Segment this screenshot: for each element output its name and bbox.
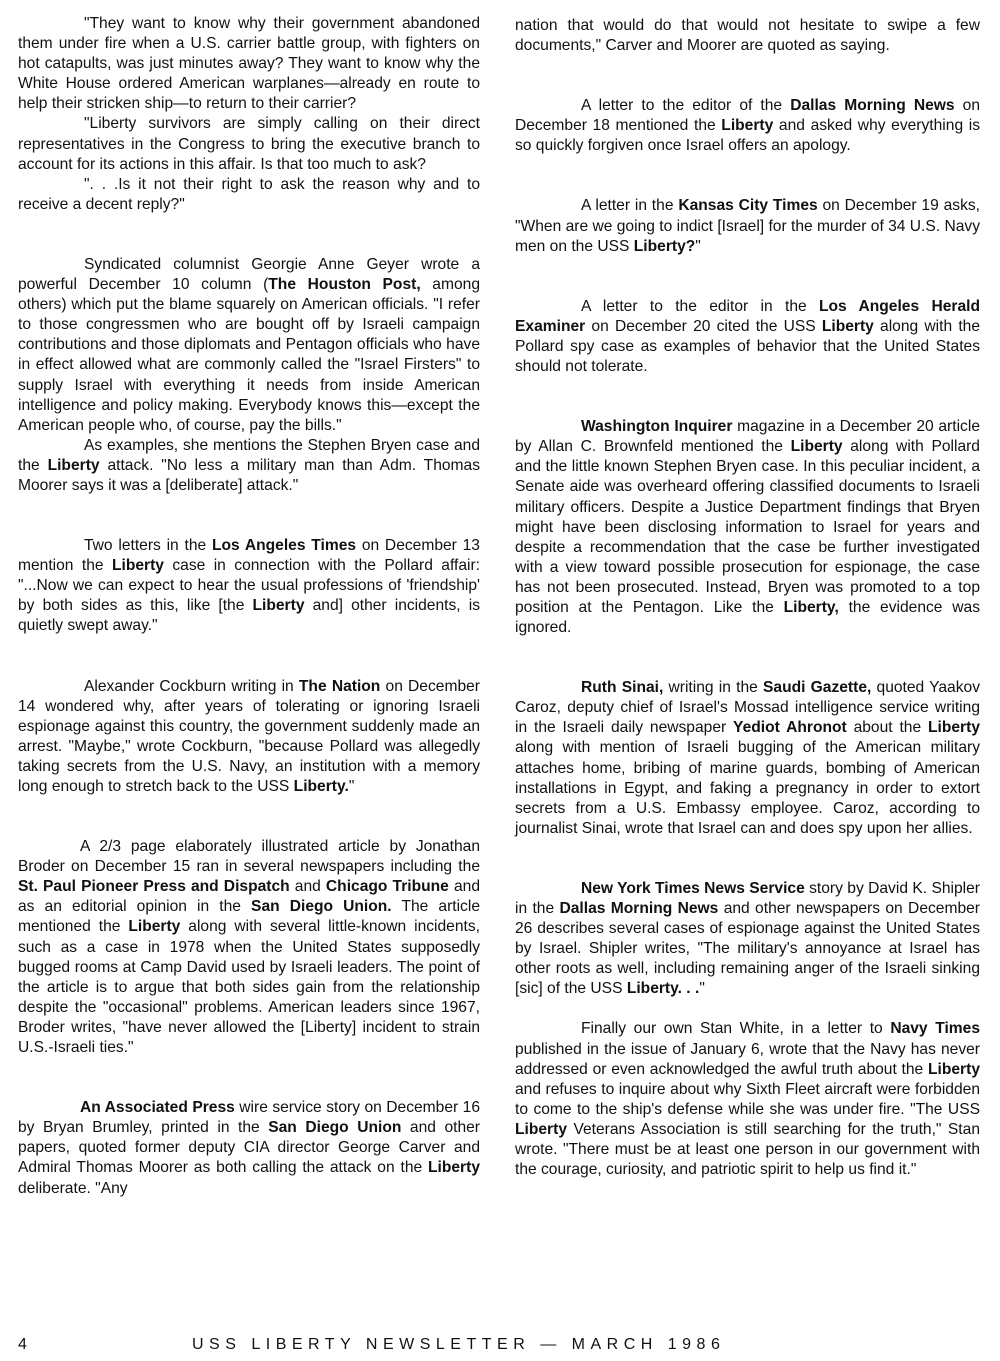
la-times-paragraph: Two letters in the Los Angeles Times on December 13 mention the Liberty case in connection with the Pollard affair: "...Now we can expect to hear the usual professions of 'friendship' by both sides as this, like [the Liberty and] other incidents, is quietly swept away." [18, 537, 480, 635]
publication-name: New York Times News Service [581, 879, 805, 897]
publication-name: Saudi Gazette, [763, 679, 872, 697]
washington-paragraph: Washington Inquirer magazine in a December 20 article by Allan C. Brownfeld mentioned the Liberty along with Pollard and the little known Stephen Bryen case. In this peculiar incident, a Senate aide was overheard offering classified documents to Israeli military officers. Despite a Justice Department findings that Bryen might have been disclosing information to Israel for years and despite a recommendation that the case be further investigated with a view toward possible prosecution for espionage, the case has not been prosecuted. Instead, Bryen was promoted to a top position at the Pentagon. Like the Liberty, the evidence was ignored. [515, 418, 981, 637]
ship-name: Liberty [790, 438, 843, 456]
publication-name: San Diego Union. [251, 898, 392, 916]
publication-name: Chicago Tribune [325, 878, 449, 896]
publication-name: The Nation [298, 677, 381, 695]
ship-name: Liberty? [633, 237, 696, 255]
geyer-paragraph: Syndicated columnist Georgie Anne Geyer wrote a powerful December 10 column (The Houston Post, among others) which put the blame squarely on American officials. "I refer to those congressmen who are bought off by Israeli campaign contributions and those diplomats and Pentagon officials who have in effect allowed what are commonly called the "Israel Firsters" to supply Israel with everything it needs from inside American intelligence and policy making. Everybody knows this—except the American people who, of course, pay the bills." [18, 255, 480, 434]
publication-name: Yediot Ahronot [733, 719, 847, 737]
navy-times-paragraph: Finally our own Stan White, in a letter to Navy Times published in the issue of January 6, wrote that the Navy has never addressed or even acknowledged the awful truth about the Liberty and refuses to inquire about why Sixth Fleet aircraft were forbidden to come to the ship's defense while she was under fire. "The USS Liberty Veterans Association is still searching for the truth," Stan wrote. "There must be at least one person in our government with the courage, curiosity, and patriotic spirit to help us find it." [515, 1020, 980, 1179]
ship-name: Liberty [111, 557, 164, 575]
publication-name: Navy Times [890, 1020, 980, 1038]
publication-name: Dallas Morning News [790, 97, 955, 115]
ap-continuation: nation that would do that would not hesitate to swipe a few documents," Carver and Moorer are quoted as saying. [515, 17, 980, 55]
ship-name: Liberty [928, 719, 980, 737]
la-herald-paragraph: A letter to the editor in the Los Angeles Herald Examiner on December 20 cited the USS Liberty along with the Pollard spy case as examples of behavior that the United States should not tolerate. [515, 297, 980, 376]
ap-paragraph: An Associated Press wire service story on December 16 by Bryan Brumley, printed in the San Diego Union and other papers, quoted former deputy CIA director George Carver and Admiral Thomas Moorer as both calling the attack on the Liberty deliberate. "Any [18, 1099, 480, 1197]
quote-paragraph-3: ". . .Is it not their right to ask the reason why and to receive a decent reply?" [18, 175, 480, 213]
broder-paragraph: A 2/3 page elaborately illustrated article by Jonathan Broder on December 15 ran in several newspapers including the St. Paul Pioneer Press and Dispatch and Chicago Tribune and as an editorial opinion in the San Diego Union. The article mentioned the Liberty along with several little-known incidents, such as a case in 1978 when the United States supposedly bugged rooms at Camp David used by Israeli leaders. The point of the article is to argue that both sides gain from the relationship despite the "occasional" problems. American leaders since 1967, Broder writes, "have never allowed the [Liberty] incident to strain U.S.-Israeli ties." [18, 838, 480, 1057]
saudi-paragraph: Ruth Sinai, writing in the Saudi Gazette, quoted Yaakov Caroz, deputy chief of Israel's Mossad intelligence service writing in the Israeli daily newspaper Yediot Ahronot about the Liberty along with mention of Israeli bugging of the American military attaches home, bribing of marine guards, bombing of American installations in Egypt, and faking a pregnancy in order to extort secrets from a U.S. Embassy employee. Caroz, according to journalist Sinai, wrote that Israel can and does spy upon her allies. [515, 679, 980, 837]
publication-name: San Diego Union [268, 1119, 402, 1137]
publication-name: Dallas Morning News [559, 900, 719, 917]
ship-name: Liberty [47, 456, 100, 474]
page-footer [0, 1336, 1000, 1358]
publication-name: Washington Inquirer [581, 418, 733, 436]
ship-name: Liberty. . . [626, 980, 700, 998]
ship-name: Liberty [821, 317, 874, 335]
kansas-city-paragraph: A letter in the Kansas City Times on December 19 asks, "When are we going to indict [Israel] for the murder of 34 U.S. Navy men on the USS Liberty?" [515, 197, 980, 255]
nyt-paragraph: New York Times News Service story by David K. Shipler in the Dallas Morning News and other newspapers on December 26 describes several cases of espionage against the United States by Israel. Shipler writes, "The military's annoyance at Israel has other roots as well, including remaining anger of the Israeli sinking [sic] of the USS Liberty. . ." [515, 879, 980, 998]
quote-paragraph-2: "Liberty survivors are simply calling on their direct representatives in the Congress to bring the executive branch to account for its actions in this affair. Is that too much to ask? [18, 115, 480, 173]
author-name: Ruth Sinai, [581, 679, 664, 697]
left-column [18, 14, 480, 1199]
ship-name: Liberty. [293, 778, 349, 795]
publication-name: Kansas City Times [678, 197, 818, 215]
quote-paragraph-1: "They want to know why their government abandoned them under fire when a U.S. carrier battle group, with fighters on hot catapults, was just minutes away? They want to know why the White House ordered American warplanes—already en route to help their stricken ship—to return to their carrier? [18, 15, 480, 113]
publication-name: The Houston Post, [268, 276, 421, 294]
dallas-paragraph: A letter to the editor of the Dallas Morning News on December 18 mentioned the Liberty and asked why everything is so quickly forgiven once Israel offers an apology. [515, 97, 981, 155]
publication-name: St. Paul Pioneer Press and Dispatch [18, 878, 290, 896]
ship-name: Liberty [515, 1120, 567, 1138]
newsletter-title: USS LIBERTY NEWSLETTER — MARCH 1986 [192, 1336, 726, 1353]
ship-name: Liberty, [783, 598, 839, 616]
page-number: 4 [18, 1336, 27, 1353]
ship-name: Liberty [128, 918, 181, 936]
ship-name: Liberty [428, 1159, 480, 1177]
publication-name: Los Angeles Herald Examiner [515, 297, 980, 335]
publication-name: An Associated Press [80, 1099, 235, 1117]
ship-name: Liberty [252, 597, 305, 615]
bryen-paragraph: As examples, she mentions the Stephen Bryen case and the Liberty attack. "No less a military man than Adm. Thomas Moorer says it was a [deliberate] attack." [18, 436, 481, 494]
right-column [515, 16, 980, 1180]
nation-paragraph: Alexander Cockburn writing in The Nation on December 14 wondered why, after years of tolerating or ignoring Israeli espionage against this country, the government suddenly made an arrest. "Maybe," wrote Cockburn, "because Pollard was allegedly taking secrets from the U.S. Navy, an institution with a memory long enough to stretch back to the USS Liberty." [18, 677, 480, 795]
publication-name: Los Angeles Times [211, 537, 357, 555]
ship-name: Liberty [721, 117, 774, 135]
ship-name: Liberty [928, 1060, 980, 1078]
